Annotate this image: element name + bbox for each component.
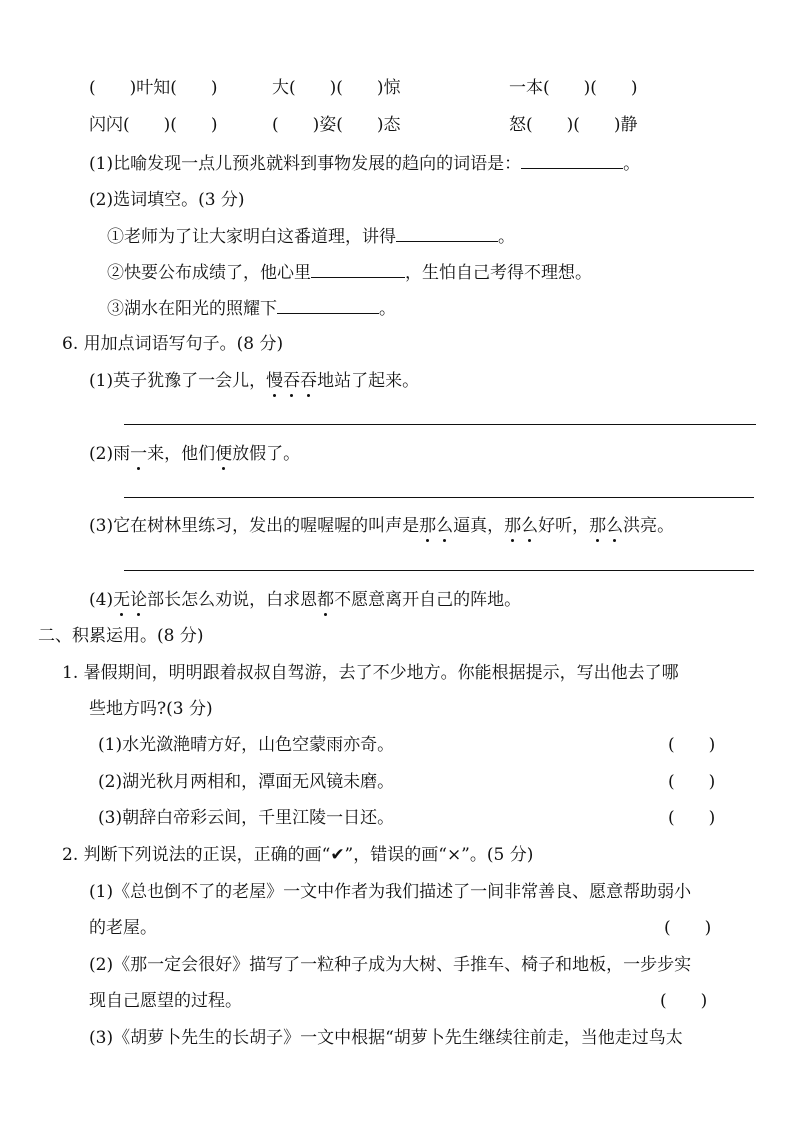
answer-paren[interactable]: ( ) bbox=[660, 991, 708, 1011]
answer-line[interactable] bbox=[124, 570, 754, 571]
q5-part1 bbox=[89, 152, 640, 175]
sentence-text: 逼真， bbox=[453, 516, 505, 536]
section-2-title: 二、积累运用。(8 分) bbox=[38, 626, 204, 646]
dotted-word: 那么 bbox=[419, 516, 454, 536]
sentence-text: 不愿意离开自己的阵地。 bbox=[334, 590, 522, 610]
s2-q2-item2-line2: 现自己愿望的过程。 bbox=[89, 991, 242, 1011]
idiom-5: ( )姿( )态 bbox=[272, 115, 401, 135]
q5-part1-text: (1)比喻发现一点儿预兆就料到事物发展的趋向的词语是： bbox=[89, 154, 522, 174]
answer-blank[interactable] bbox=[277, 297, 379, 314]
answer-line[interactable] bbox=[124, 497, 754, 498]
idiom-1: ( )叶知( ) bbox=[89, 78, 218, 98]
sentence-text: 好听， bbox=[538, 516, 590, 536]
sentence-text: 洪亮。 bbox=[623, 516, 675, 536]
sentence-text: ②快要公布成绩了，他心里 bbox=[107, 263, 311, 283]
dotted-word: 那么 bbox=[504, 516, 539, 536]
q5-sentence-1 bbox=[107, 225, 515, 248]
sentence-text: (2)雨 bbox=[89, 444, 131, 464]
dotted-word: 慢吞吞 bbox=[266, 371, 318, 391]
dotted-word: 一 bbox=[130, 444, 148, 464]
s2-q1-line2: 些地方吗?(3 分) bbox=[89, 699, 213, 719]
idiom-6: 怒( )( )静 bbox=[509, 115, 638, 135]
sentence-text: (3)它在树林里练习，发出的喔喔喔的叫声是 bbox=[89, 516, 420, 536]
sentence-text: 放假了。 bbox=[232, 444, 301, 464]
q6-sentence-2 bbox=[89, 443, 300, 465]
s2-q1-line1: 1. 暑假期间，明明跟着叔叔自驾游，去了不少地方。你能根据提示，写出他去了哪 bbox=[62, 663, 679, 683]
s2-q2-item1-line2: 的老屋。 bbox=[89, 918, 157, 938]
sentence-text: 部长怎么劝说，白求恩 bbox=[147, 590, 318, 610]
poem-item-3: (3)朝辞白帝彩云间，千里江陵一日还。 bbox=[98, 808, 395, 828]
idiom-4: 闪闪( )( ) bbox=[89, 115, 218, 135]
answer-paren[interactable]: ( ) bbox=[668, 772, 716, 792]
sentence-text: ③湖水在阳光的照耀下 bbox=[107, 299, 277, 319]
sentence-text: 。 bbox=[498, 227, 515, 247]
q6-sentence-1 bbox=[89, 370, 419, 392]
idiom-3: 一本( )( ) bbox=[509, 78, 638, 98]
sentence-text: 。 bbox=[379, 299, 396, 319]
sentence-text: 地站了起来。 bbox=[317, 371, 420, 391]
q5-sentence-3 bbox=[107, 297, 396, 320]
answer-paren[interactable]: ( ) bbox=[668, 735, 716, 755]
s2-q2-item2-line1: (2)《那一定会很好》描写了一粒种子成为大树、手推车、椅子和地板，一步步实 bbox=[89, 955, 692, 975]
answer-blank[interactable] bbox=[396, 225, 498, 242]
q6-sentence-3 bbox=[89, 515, 674, 537]
q5-part1-end: 。 bbox=[623, 154, 641, 174]
q5-sentence-2 bbox=[107, 261, 592, 284]
dotted-word: 无论 bbox=[113, 590, 148, 610]
sentence-text: 来，他们 bbox=[147, 444, 216, 464]
answer-line[interactable] bbox=[124, 424, 756, 425]
answer-paren[interactable]: ( ) bbox=[664, 918, 712, 938]
dotted-word: 都 bbox=[317, 590, 335, 610]
answer-paren[interactable]: ( ) bbox=[668, 808, 716, 828]
dotted-word: 那么 bbox=[589, 516, 624, 536]
sentence-text: ，生怕自己考得不理想。 bbox=[405, 263, 592, 283]
sentence-text: ①老师为了让大家明白这番道理，讲得 bbox=[107, 227, 396, 247]
answer-blank[interactable] bbox=[311, 261, 405, 278]
s2-q2-title: 2. 判断下列说法的正误，正确的画“✔”，错误的画“×”。(5 分) bbox=[62, 845, 534, 865]
s2-q2-item3-line1: (3)《胡萝卜先生的长胡子》一文中根据“胡萝卜先生继续往前走，当他走过鸟太 bbox=[89, 1028, 683, 1048]
poem-item-2: (2)湖光秋月两相和，潭面无风镜未磨。 bbox=[98, 772, 395, 792]
q6-sentence-4 bbox=[89, 589, 521, 611]
idiom-2: 大( )( )惊 bbox=[272, 78, 401, 98]
s2-q2-item1-line1: (1)《总也倒不了的老屋》一文中作者为我们描述了一间非常善良、愿意帮助弱小 bbox=[89, 882, 692, 902]
dotted-word: 便 bbox=[215, 444, 233, 464]
q6-title: 6. 用加点词语写句子。(8 分) bbox=[62, 334, 284, 354]
q5-part2-title: (2)选词填空。(3 分) bbox=[89, 190, 245, 210]
sentence-text: (4) bbox=[89, 590, 114, 610]
sentence-text: (1)英子犹豫了一会儿， bbox=[89, 371, 267, 391]
answer-blank[interactable] bbox=[521, 152, 623, 169]
poem-item-1: (1)水光潋滟晴方好，山色空蒙雨亦奇。 bbox=[98, 735, 395, 755]
